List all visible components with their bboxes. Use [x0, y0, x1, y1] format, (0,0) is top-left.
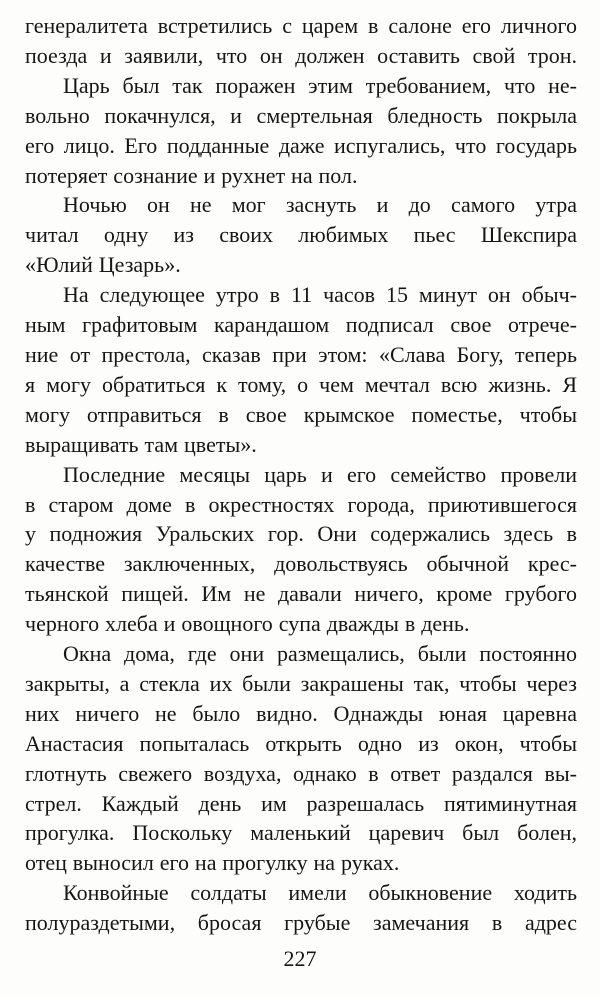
- text-line: Последние месяцы царь и его семейство провели: [63, 461, 577, 487]
- text-line: могу отправиться в свое крымское поместье, чтобы: [25, 401, 577, 427]
- text-line: генералитета встретились с царем в салоне его личного: [25, 13, 577, 38]
- text-line: Ночью он не мог заснуть и до самого утра: [63, 192, 577, 218]
- text-line: поезда и заявили, что он должен оставить свой трон.: [25, 42, 577, 68]
- text-line: полураздетыми, бросая грубые замечания в адрес: [25, 910, 577, 936]
- text-line: отец выносил его на прогулку на руках.: [25, 850, 400, 876]
- text-line: На следующее утро в 11 часов 15 минут он обыч-: [63, 282, 577, 308]
- text-line: «Юлий Цезарь».: [25, 252, 181, 278]
- text-line: потеряет сознание и рухнет на пол.: [25, 162, 358, 188]
- text-line: ние от престола, сказав при этом: «Слава Богу, теперь: [25, 341, 577, 367]
- text-line: закрыты, а стекла их были закрашены так, чтобы через: [25, 670, 577, 696]
- paragraph: [25, 878, 577, 938]
- text-line: качестве заключенных, довольствуясь обычной крес-: [25, 551, 577, 577]
- page-text: [25, 11, 577, 938]
- text-line: выращивать там цветы».: [25, 431, 257, 457]
- text-line: его лицо. Его подданные даже испугались, что государь: [25, 132, 577, 158]
- text-line: в старом доме в окрестностях города, приютившегося: [25, 491, 577, 517]
- text-line: глотнуть свежего воздуха, однако в ответ раздался вы-: [25, 760, 577, 786]
- text-line: Царь был так поражен этим требованием, что не-: [63, 72, 577, 98]
- text-line: стрел. Каждый день им разрешалась пятиминутная: [25, 790, 577, 816]
- text-line: Конвойные солдаты имели обыкновение ходить: [63, 880, 577, 906]
- paragraph: [25, 280, 577, 459]
- page-number: 227: [283, 946, 317, 971]
- text-line: черного хлеба и овощного супа дважды в день.: [25, 611, 470, 637]
- text-line: прогулка. Поскольку маленький царевич был болен,: [25, 820, 577, 846]
- paragraph: [25, 190, 577, 280]
- paragraph: [25, 460, 577, 639]
- text-line: тьянской пищей. Им не давали ничего, кроме грубого: [25, 581, 577, 607]
- paragraph: [25, 71, 577, 191]
- text-line: Анастасия попыталась открыть одно из окон, чтобы: [25, 730, 577, 756]
- paragraph: [25, 11, 577, 71]
- text-line: вольно покачнулся, и смертельная бледность покрыла: [25, 102, 577, 128]
- text-line: у подножия Уральских гор. Они содержались здесь в: [25, 521, 577, 547]
- paragraph: [25, 639, 577, 878]
- text-line: ным графитовым карандашом подписал свое отрече-: [25, 312, 577, 338]
- text-line: я могу обратиться к тому, о чем мечтал всю жизнь. Я: [25, 371, 577, 397]
- text-line: читал одну из своих любимых пьес Шекспира: [25, 222, 577, 248]
- text-line: Окна дома, где они размещались, были постоянно: [63, 641, 577, 667]
- text-line: них ничего не было видно. Однажды юная царевна: [25, 700, 577, 726]
